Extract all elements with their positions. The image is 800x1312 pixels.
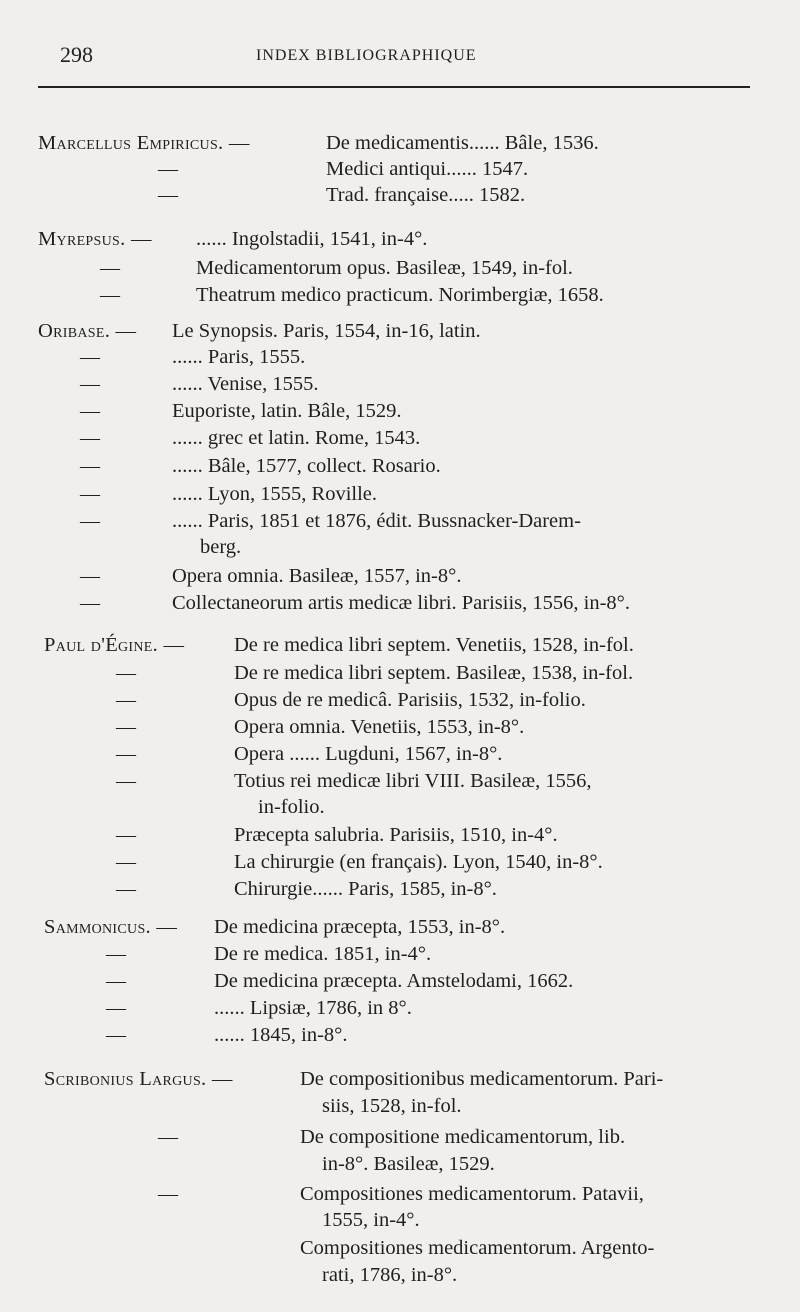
ditto-dash: — xyxy=(80,455,100,477)
ditto-dash: — xyxy=(116,716,136,738)
entry-line: Theatrum medico practicum. Norimbergiæ, 1658. xyxy=(196,284,604,306)
ditto-dash: — xyxy=(158,1126,178,1148)
entry-line: ...... Lyon, 1555, Roville. xyxy=(172,483,377,505)
entry-line: De compositionibus medicamentorum. Pari- xyxy=(300,1068,664,1090)
ditto-dash: — xyxy=(116,743,136,765)
entry-line: Opera omnia. Basileæ, 1557, in-8°. xyxy=(172,565,462,587)
ditto-dash: — xyxy=(80,483,100,505)
entry-line: De re medica. 1851, in-4°. xyxy=(214,943,432,965)
ditto-dash: — xyxy=(100,257,120,279)
entry-line-continued: rati, 1786, in-8°. xyxy=(322,1264,458,1286)
entry-line: ...... Ingolstadii, 1541, in-4°. xyxy=(196,228,428,250)
entry-line: ...... Paris, 1851 et 1876, édit. Bussnacker-Darem- xyxy=(172,510,581,532)
ditto-dash: — xyxy=(116,770,136,792)
entry-author: Paul d'Égine. — xyxy=(44,634,185,656)
entry-line: De compositione medicamentorum, lib. xyxy=(300,1126,626,1148)
entry-line: Medicamentorum opus. Basileæ, 1549, in-fol. xyxy=(196,257,573,279)
entry-line: Collectaneorum artis medicæ libri. Parisiis, 1556, in-8°. xyxy=(172,592,630,614)
ditto-dash: — xyxy=(116,662,136,684)
page-header xyxy=(60,42,750,72)
ditto-dash: — xyxy=(116,878,136,900)
entry-line: De re medica libri septem. Basileæ, 1538, in-fol. xyxy=(234,662,634,684)
entry-author: Myrepsus. — xyxy=(38,228,152,250)
entry-line: De medicina præcepta. Amstelodami, 1662. xyxy=(214,970,574,992)
entry-line: Chirurgie...... Paris, 1585, in-8°. xyxy=(234,878,497,900)
ditto-dash: — xyxy=(158,158,178,180)
entry-author: Sammonicus. — xyxy=(44,916,178,938)
entry-line-continued: berg. xyxy=(200,536,242,558)
ditto-dash: — xyxy=(116,851,136,873)
entry-line: ...... Lipsiæ, 1786, in 8°. xyxy=(214,997,412,1019)
entry-author: Scribonius Largus. — xyxy=(44,1068,233,1090)
entry-line-continued: siis, 1528, in-fol. xyxy=(322,1095,462,1117)
entry-line-continued: 1555, in-4°. xyxy=(322,1209,420,1231)
ditto-dash: — xyxy=(116,689,136,711)
entry-line: ...... Paris, 1555. xyxy=(172,346,306,368)
entry-author: Oribase. — xyxy=(38,320,137,342)
ditto-dash: — xyxy=(80,565,100,587)
running-title: INDEX BIBLIOGRAPHIQUE xyxy=(256,47,477,64)
ditto-dash: — xyxy=(80,592,100,614)
entry-line: Opera ...... Lugduni, 1567, in-8°. xyxy=(234,743,503,765)
entry-author: Marcellus Empiricus. — xyxy=(38,132,250,154)
ditto-dash: — xyxy=(80,427,100,449)
entry-line: ...... grec et latin. Rome, 1543. xyxy=(172,427,421,449)
entry-line: Compositiones medicamentorum. Argento- xyxy=(300,1237,655,1259)
entry-line: ...... Bâle, 1577, collect. Rosario. xyxy=(172,455,441,477)
ditto-dash: — xyxy=(158,184,178,206)
entry-line: Le Synopsis. Paris, 1554, in-16, latin. xyxy=(172,320,481,342)
ditto-dash: — xyxy=(80,346,100,368)
entry-line-continued: in-folio. xyxy=(258,796,325,818)
entry-line: De medicina præcepta, 1553, in-8°. xyxy=(214,916,506,938)
entry-line: Compositiones medicamentorum. Patavii, xyxy=(300,1183,644,1205)
ditto-dash: — xyxy=(106,943,126,965)
entry-line: Totius rei medicæ libri VIII. Basileæ, 1556, xyxy=(234,770,592,792)
entry-line: Præcepta salubria. Parisiis, 1510, in-4°. xyxy=(234,824,558,846)
header-rule xyxy=(38,86,750,88)
entry-line: La chirurgie (en français). Lyon, 1540, in-8°. xyxy=(234,851,603,873)
ditto-dash: — xyxy=(106,997,126,1019)
ditto-dash: — xyxy=(80,400,100,422)
entry-line: De medicamentis...... Bâle, 1536. xyxy=(326,132,599,154)
entry-line: Trad. française..... 1582. xyxy=(326,184,526,206)
ditto-dash: — xyxy=(106,970,126,992)
entry-line: De re medica libri septem. Venetiis, 1528, in-fol. xyxy=(234,634,634,656)
ditto-dash: — xyxy=(80,373,100,395)
entry-line: ...... 1845, in-8°. xyxy=(214,1024,348,1046)
ditto-dash: — xyxy=(100,284,120,306)
page-number: 298 xyxy=(60,42,93,67)
ditto-dash: — xyxy=(116,824,136,846)
entry-line: ...... Venise, 1555. xyxy=(172,373,319,395)
ditto-dash: — xyxy=(158,1183,178,1205)
ditto-dash: — xyxy=(106,1024,126,1046)
ditto-dash: — xyxy=(80,510,100,532)
entry-line: Euporiste, latin. Bâle, 1529. xyxy=(172,400,402,422)
entry-line-continued: in-8°. Basileæ, 1529. xyxy=(322,1153,495,1175)
entry-line: Opera omnia. Venetiis, 1553, in-8°. xyxy=(234,716,525,738)
entry-line: Medici antiqui...... 1547. xyxy=(326,158,529,180)
entry-line: Opus de re medicâ. Parisiis, 1532, in-folio. xyxy=(234,689,586,711)
